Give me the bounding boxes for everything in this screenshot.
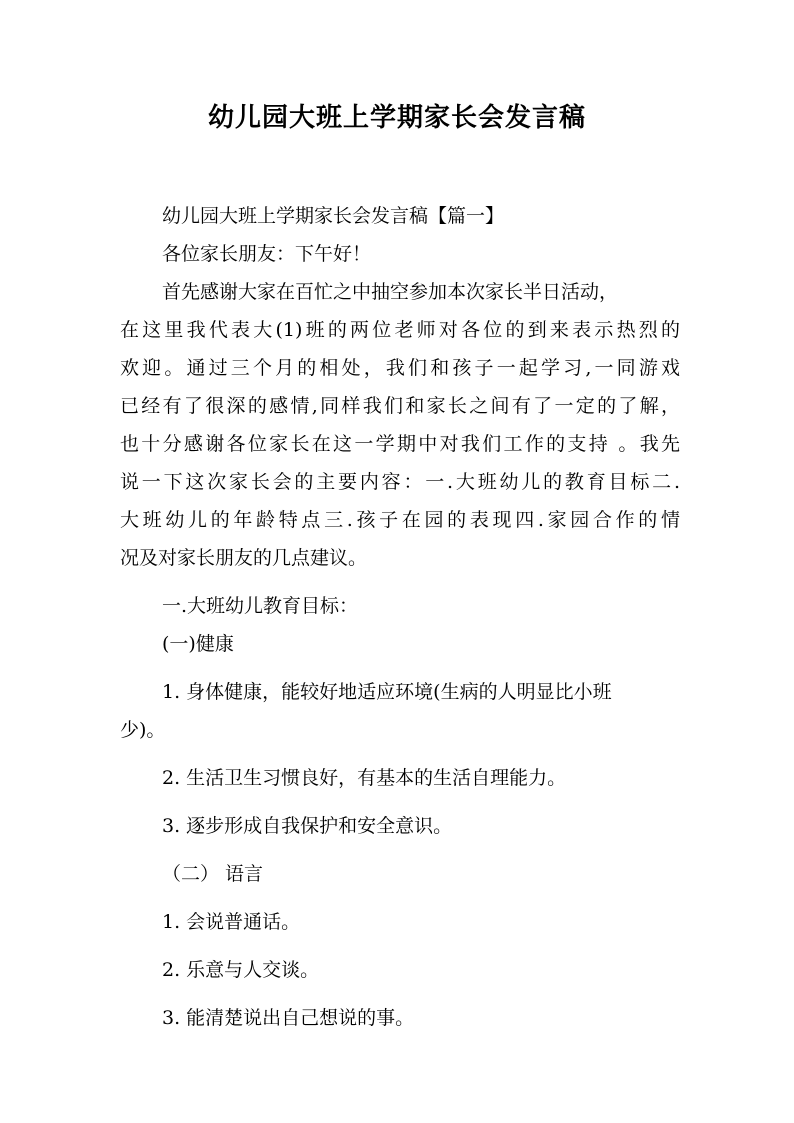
greeting: 各位家长朋友：下午好！ — [162, 243, 372, 265]
section-subtitle: 幼儿园大班上学期家长会发言稿【篇一】 — [162, 205, 505, 227]
language-item-2: 2. 乐意与人交谈。 — [162, 959, 320, 981]
health-item-3: 3. 逐步形成自我保护和安全意识。 — [162, 815, 453, 837]
language-item-3: 3. 能清楚说出自己想说的事。 — [162, 1007, 415, 1029]
health-item-1-line: 少)。 — [120, 719, 166, 741]
subsection-heading-health: (一)健康 — [162, 633, 234, 655]
paragraph-line: 已经有了很深的感情,同样我们和家长之间有了一定的了解， — [120, 395, 680, 417]
paragraph-line: 也十分感谢各位家长在这一学期中对我们工作的支持 。我先 — [120, 433, 680, 455]
health-item-1-line: 1. 身体健康，能较好地适应环境(生病的人明显比小班 — [162, 681, 612, 703]
health-item-2: 2. 生活卫生习惯良好，有基本的生活自理能力。 — [162, 767, 567, 789]
document-title: 幼儿园大班上学期家长会发言稿 — [207, 103, 586, 133]
paragraph-line: 大班幼儿的年龄特点三.孩子在园的表现四.家园合作的情 — [120, 509, 680, 531]
paragraph-line: 况及对家长朋友的几点建议。 — [120, 547, 368, 569]
intro-paragraph — [120, 273, 680, 577]
paragraph-line: 欢迎。通过三个月的相处，我们和孩子一起学习,一同游戏 — [120, 357, 680, 379]
section-heading: 一.大班幼儿教育目标： — [162, 595, 359, 617]
paragraph-line: 说一下这次家长会的主要内容：一.大班幼儿的教育目标二. — [120, 471, 680, 493]
subsection-heading-language: （二） 语言 — [162, 863, 264, 885]
language-item-1: 1. 会说普通话。 — [162, 911, 301, 933]
paragraph-line: 在这里我代表大(1)班的两位老师对各位的到来表示热烈的 — [120, 319, 680, 341]
paragraph-line: 首先感谢大家在百忙之中抽空参加本次家长半日活动， — [162, 281, 619, 303]
document-body — [120, 197, 680, 1037]
